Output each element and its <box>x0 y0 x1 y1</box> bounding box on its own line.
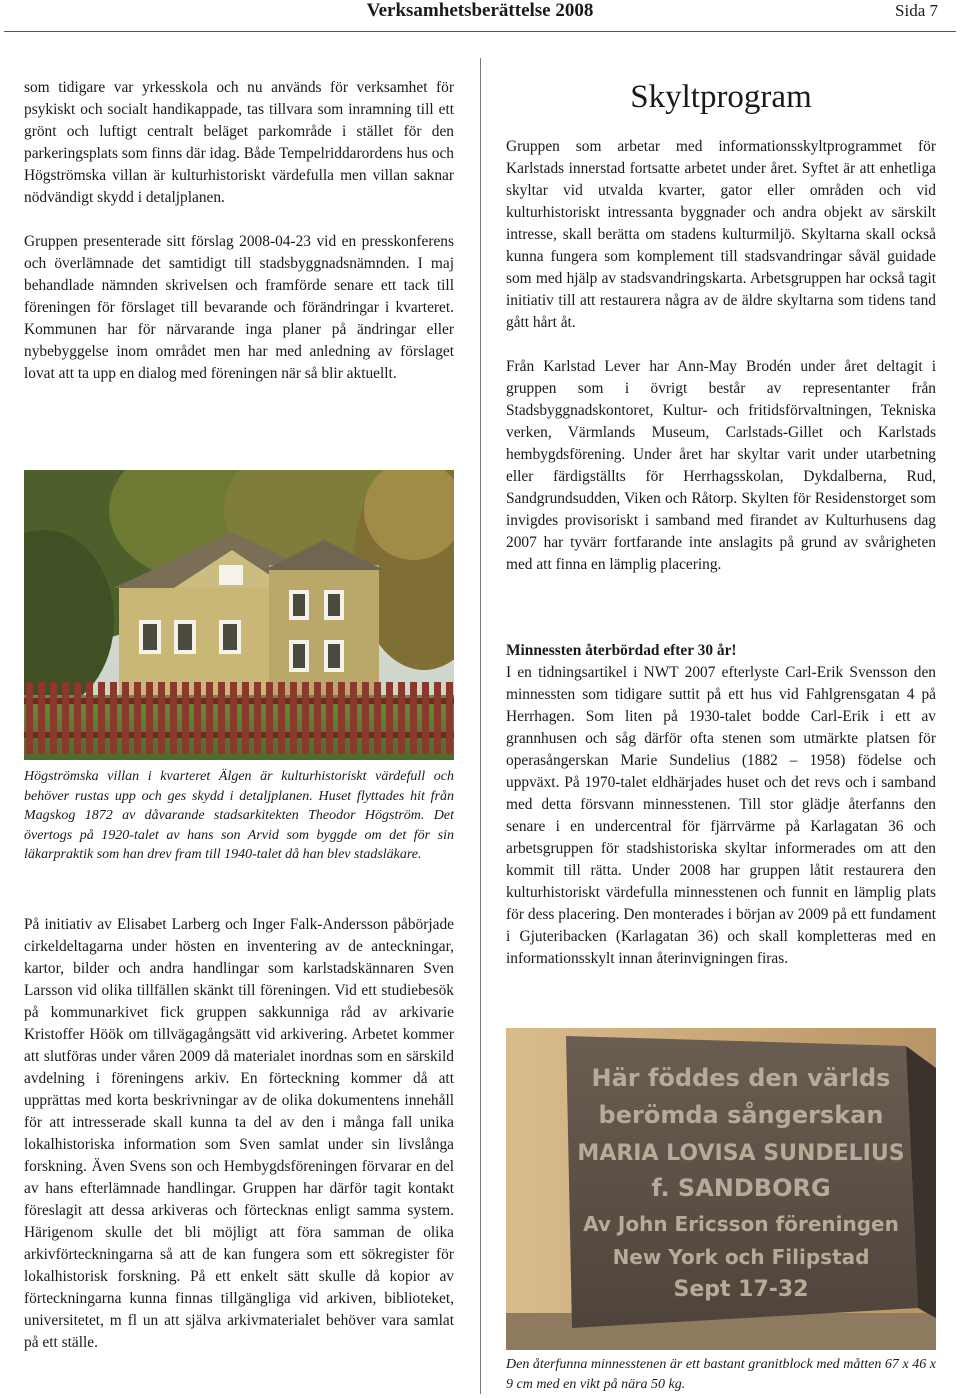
left-column-top <box>24 77 454 385</box>
memorial-stone-image <box>506 1028 936 1350</box>
stone-inscription-line: berömda sångerskan <box>598 1101 884 1129</box>
document-title: Verksamhetsberättelse 2008 <box>366 0 594 21</box>
stone-inscription-line: f. SANDBORG <box>651 1174 831 1202</box>
stone-inscription-line: MARIA LOVISA SUNDELIUS <box>577 1141 905 1166</box>
memorial-stone-photo <box>506 1028 936 1350</box>
paragraph: Från Karlstad Lever har Ann-May Brodén under året deltagit i gruppen som i övrigt består av representanter från Stadsbyggnadskontoret, Kultur- och fritidsförvaltningen, Tekniska verken, Värmlands Museum, Carlstads-Gillet och Karlstads hembygdsförening. Under året har skyltar varit under utarbetning eller färdigställts för Herrhagsskolan, Dykdalberna, Rud, Sandgrundsudden, Viken och Råtorp. Skylten för Residenstorget som invigdes provisoriskt i samband med firandet av Kulturhusens dag 2007 har tyvärr fortfarande inte anslagits på grund av svårigheten med att finna en lämplig placering. <box>506 358 936 573</box>
paragraph: som tidigare var yrkesskola och nu används för verksamhet för psykiskt och socialt handikappade, tas tillvara som inramning till ett grönt och luftigt centralt beläget parkområde i stället för den parkeringsplats som finns där idag. Både Tempelriddarordens hus och Högströmska villan är kulturhistoriskt värdefulla men villan saknar nödvändigt skydd i detaljplanen. <box>24 79 454 206</box>
house-photo-caption-block <box>24 767 454 865</box>
column-divider <box>480 58 481 1394</box>
photo-caption: Högströmska villan i kvarteret Älgen är kulturhistoriskt värdefull och behöver rustas upp och ges skydd i detaljplanen. Huset flyttades hit från Magskog 1872 av dåvarande stadsarkitekten Theodor Högström. Det övertogs på 1920-talet av hans son Arvid som byggde om det för sin läkarpraktik som han drev fram till 1940-talet då han blev stadsläkare. <box>24 769 454 862</box>
subheading: Minnessten återbördad efter 30 år! <box>506 642 737 659</box>
left-column-bottom <box>24 914 454 1354</box>
house-photo <box>24 470 454 760</box>
stone-inscription-line: Sept 17-32 <box>673 1277 809 1302</box>
page-header <box>0 0 960 34</box>
photo-caption: Den återfunna minnesstenen är ett bastant granitblock med måtten 67 x 46 x 9 cm med en vikt på nära 50 kg. <box>506 1357 936 1392</box>
paragraph: Gruppen som arbetar med informationsskyltprogrammet för Karlstads innerstad fortsatte arbetet under året. Syftet är att enhetliga skyltar vid utvalda kvarter, gator eller områden och vid kulturhistoriskt intressanta byggnader och andra objekt av särskilt intresse, skall berätta om stadens kulturmiljö. Skyltarna skall också kunna fungera som komplement till stadsvandringar såväl guidade som med hjälp av stadsvandringskarta. Arbetsgruppen har också tagit initiativ till att restaurera några av de äldre skyltarna som tidens tand gått hårt åt. <box>506 138 936 331</box>
paragraph: Gruppen presenterade sitt förslag 2008-04-23 vid en presskonferens och överlämnade det samtidigt till stadsbyggnadsnämnden. I maj behandlade nämnden skrivelsen och framförde senare ett tack till föreningen för förslaget till bevarande och förändringar i kvarteret. Kommunen har för närvarande inga planer på ändringar eller nybebyggelse inom området men har med anledning av förslaget lovat att ta upp en dialog med föreningen när så blir aktuellt. <box>24 233 454 382</box>
stone-inscription-line: Här föddes den världs <box>591 1064 891 1092</box>
section-title: Skyltprogram <box>630 79 812 115</box>
paragraph: På initiativ av Elisabet Larberg och Inger Falk-Andersson påbörjade cirkeldeltagarna under hösten en inventering av de anteckningar, kartor, bilder och andra handlingar som karlstadskännaren Sven Larsson vid olika tillfällen skänkt till föreningen. Vid ett studiebesök på kommunarkivet fick gruppen sakkunniga råd av arkivarie Kristoffer Höök om tillvägagångsätt vid arkivering. Arbetet kommer att slutföras under våren 2009 då materialet inordnas som en särskild avdelning i föreningens arkiv. En förteckning kommer då att upprättas med korta beskrivningar av de olika dokumentens innehåll för att intresserade skall kunna ta del av den i många fall unika lokalhistoriska information som Sven samlat under sin livslånga forskning. Även Svens son och Hembygdsföreningen förvarar en del av hans efterlämnade handlingar. Gruppen har därför tagit kontakt föreslagit att dessa arkiveras och förtecknas enligt samma system. Härigenom skulle det bli möjligt att föra samman de olika arkivförteckningarna så att de kan fungera som ett sökregister för lokalhistorisk forskning. På ett enkelt sätt skulle då kopior av förteckningarna kunna finnas tillgängliga vid arkiven, biblioteket, universitetet, m fl un att själva arkivmaterialet behöver vara samlat på ett ställe. <box>24 916 454 1351</box>
paragraph: I en tidningsartikel i NWT 2007 efterlyste Carl-Erik Svensson den minnessten som tidigare suttit på ett hus vid Fahlgrensgatan 4 på Herrhagen. Som liten på 1930-talet bodde Carl-Erik i ett av grannhusen och såg därför ofta stenen som utmärkte platsen för operasångerskan Marie Sundelius (1882 – 1958) födelse och uppväxt. På 1970-talet eldhärjades huset och det revs och i samband med detta försvann minnesstenen. Till stor glädje återfanns den senare i en undercentral för fjärrvärme på Karlagatan 36 och arbetsgruppen för stadshistoriska skyltar informerades om att den kommit till rätta. Under 2008 har gruppen låtit restaurera den kulturhistoriskt värdefulla minnesstenen och funnit en lämplig plats för dess placering. Den monterades i början av 2009 på ett fundament i Gjuteribacken (Karlagatan 36) och skall kompletteras med en informationsskylt innan återinvigningen firas. <box>506 664 936 967</box>
right-column-top <box>506 78 936 576</box>
stone-photo-caption-block <box>506 1355 936 1394</box>
stone-inscription-line: New York och Filipstad <box>612 1245 870 1269</box>
stone-inscription-line: Av John Ericsson föreningen <box>583 1212 899 1236</box>
house-photo-image <box>24 470 454 760</box>
right-column-middle <box>506 640 936 970</box>
header-rule <box>4 31 956 32</box>
page-number: Sida 7 <box>895 1 938 20</box>
